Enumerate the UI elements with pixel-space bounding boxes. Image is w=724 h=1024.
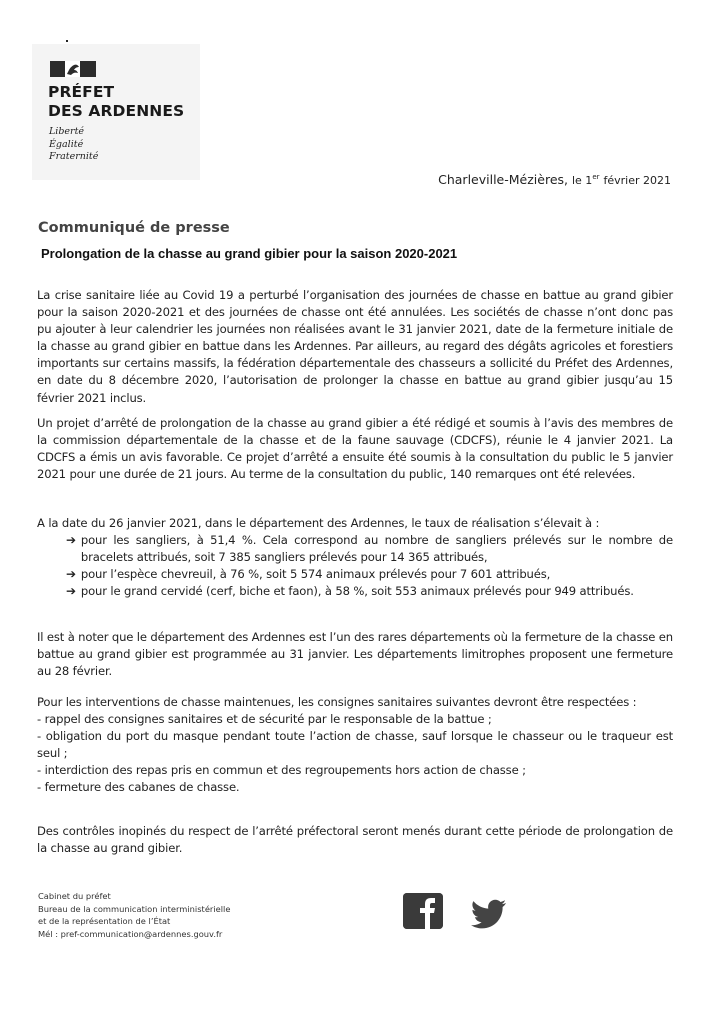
paragraph-procedure: Un projet d’arrêté de prolongation de la chasse au grand gibier a été rédigé et soumis à l’avis des membres de la commission départementale de la chasse et de la faune sauvage (CDCFS), réunie le 4 janvier 2021. La CDCFS a émis un avis favorable. Ce projet d’arrêté a ensuite été soumis à la consultation du public le 5 janvier 2021 pour une durée de 21 jours. Au terme de la consultation du public, 140 remarques ont été relevées. xyxy=(37,416,673,482)
bullet-sangliers: pour les sangliers, à 51,4 %. Cela correspond au nombre de sangliers prélevés sur le nombre de bracelets attribués, soit 7 385 sangliers prélevés pour 14 365 attribués, xyxy=(80,533,673,565)
paragraph-context: La crise sanitaire liée au Covid 19 a perturbé l’organisation des journées de chasse en battue au grand gibier pour la saison 2020-2021 et des journées de chasse ont été annulées. Les sociétés de chasse n’ont donc pas pu ajouter à leur calendrier les journées non réalisées avant le 31 janvier 2021, date de la fermeture initiale de la chasse au grand gibier en battue dans les Ardennes. Par ailleurs, au regard des dégâts agricoles et forestiers importants sur certains massifs, la fédération départementale des chasseurs a sollicité du Préfet des Ardennes, en date du 8 décembre 2020, l’autorisation de prolonger la chasse en battue au grand gibier jusqu’au 15 février 2021 inclus. xyxy=(37,288,673,405)
date-city: Charleville-Mézières, xyxy=(438,172,568,187)
arrow-icon: ➔ xyxy=(66,567,76,582)
marianne-emblem-icon xyxy=(50,61,96,77)
page-subtitle: Prolongation de la chasse au grand gibier pour la saison 2020-2021 xyxy=(41,246,458,261)
footer-line: Bureau de la communication interministérielle xyxy=(38,903,231,914)
facebook-icon[interactable] xyxy=(403,893,443,929)
footer-contact xyxy=(38,890,230,940)
list-item: - interdiction des repas pris en commun et des regroupements hors action de chasse ; xyxy=(37,763,526,778)
logo-dot xyxy=(66,40,68,42)
consignes-intro: Pour les interventions de chasse maintenues, les consignes sanitaires suivantes devront être respectées : xyxy=(37,695,637,709)
bullet-chevreuil: pour l’espèce chevreuil, à 76 %, soit 5 574 animaux prélevés pour 7 601 attribués, xyxy=(80,567,551,582)
arrow-icon: ➔ xyxy=(66,533,76,548)
prefet-title-line1: PRÉFET xyxy=(48,83,115,101)
date-line xyxy=(438,172,671,187)
statistics-intro: A la date du 26 janvier 2021, dans le département des Ardennes, le taux de réalisation s’élevait à : xyxy=(37,516,600,530)
twitter-icon[interactable] xyxy=(471,899,507,931)
motto-egalite: Égalité xyxy=(49,138,84,150)
footer-line: Cabinet du préfet xyxy=(38,891,111,901)
prefet-title-line2: DES ARDENNES xyxy=(48,102,185,120)
list-item: - rappel des consignes sanitaires et de sécurité par le responsable de la battue ; xyxy=(37,712,492,727)
list-item: - obligation du port du masque pendant toute l’action de chasse, sauf lorsque le chasseur ou le traqueur est seul ; xyxy=(37,729,673,761)
list-item: - fermeture des cabanes de chasse. xyxy=(37,780,240,795)
paragraph-consignes xyxy=(37,694,673,797)
arrow-icon: ➔ xyxy=(66,584,76,599)
paragraph-comparison: Il est à noter que le département des Ardennes est l’un des rares départements où la fermeture de la chasse en battue au grand gibier est programmée au 31 janvier. Les départements limitrophes proposent une fermeture au 28 février. xyxy=(37,630,673,679)
list-item xyxy=(66,532,673,566)
bullet-grand-cervide: pour le grand cervidé (cerf, biche et faon), à 58 %, soit 553 animaux prélevés pour 949 attribués. xyxy=(80,584,634,599)
list-item xyxy=(66,566,673,583)
date-rest: février 2021 xyxy=(603,174,671,187)
footer-line: et de la représentation de l’État xyxy=(38,916,171,926)
paragraph-controles: Des contrôles inopinés du respect de l’arrêté préfectoral seront menés durant cette période de prolongation de la chasse au grand gibier. xyxy=(37,824,673,856)
list-item xyxy=(66,583,673,600)
date-le: le 1 xyxy=(571,174,593,187)
date-sup: er xyxy=(592,173,600,181)
motto-fraternite: Fraternité xyxy=(49,151,99,162)
republic-motto xyxy=(49,126,98,164)
footer-email[interactable]: Mél : pref-communication@ardennes.gouv.fr xyxy=(38,928,223,939)
paragraph-statistics xyxy=(37,515,673,600)
motto-liberte: Liberté xyxy=(49,126,85,137)
prefet-title xyxy=(48,83,208,121)
page-title: Communiqué de presse xyxy=(38,220,230,236)
